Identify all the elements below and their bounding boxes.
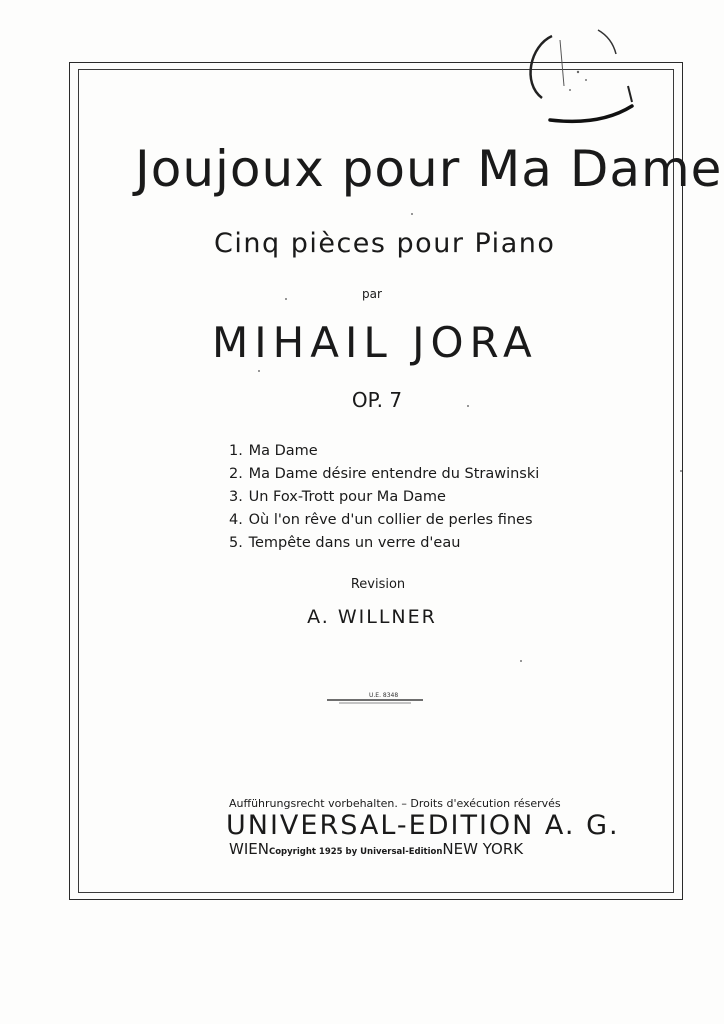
city-left: WIEN <box>229 840 269 858</box>
piece-title: Tempête dans un verre d'eau <box>248 535 461 551</box>
imprint-line <box>229 840 523 858</box>
copyright-notice: Copyright 1925 by Universal-Edition <box>268 847 443 857</box>
list-item <box>229 463 539 486</box>
paper-speck <box>467 405 469 407</box>
list-item <box>229 440 539 463</box>
piece-list <box>229 440 539 555</box>
piece-number: 1. <box>229 443 243 459</box>
opus-number: OP. 7 <box>351 388 403 412</box>
paper-speck <box>680 470 682 472</box>
paper-speck <box>520 660 522 662</box>
piece-number: 4. <box>229 512 243 528</box>
publisher-name: UNIVERSAL-EDITION A. G. <box>226 810 620 841</box>
ornament-rule-icon <box>325 688 425 712</box>
plate-number: U.E. 8348 <box>369 692 399 699</box>
piece-number: 3. <box>229 489 243 505</box>
work-title: Joujoux pour Ma Dame <box>135 140 723 198</box>
piece-title: Un Fox-Trott pour Ma Dame <box>248 489 446 505</box>
paper-speck <box>258 370 260 372</box>
by-label: par <box>362 287 382 301</box>
revision-label: Revision <box>350 577 406 592</box>
piece-number: 5. <box>229 535 243 551</box>
piece-title: Ma Dame désire entendre du Strawinski <box>248 466 540 482</box>
list-item <box>229 532 539 555</box>
piece-number: 2. <box>229 466 243 482</box>
piece-title: Ma Dame <box>248 443 318 459</box>
library-stamp-mark <box>520 28 640 128</box>
paper-speck <box>285 298 287 300</box>
piece-title: Où l'on rêve d'un collier de perles fines <box>248 512 533 528</box>
rights-notice: Aufführungsrecht vorbehalten. – Droits d'exécution réservés <box>229 797 561 810</box>
reviser-name: A. WILLNER <box>307 606 437 628</box>
city-right: NEW YORK <box>442 840 524 858</box>
paper-speck <box>411 213 413 215</box>
list-item <box>229 486 539 509</box>
work-subtitle: Cinq pièces pour Piano <box>214 228 556 259</box>
composer-name: MIHAIL JORA <box>212 318 538 367</box>
list-item <box>229 509 539 532</box>
